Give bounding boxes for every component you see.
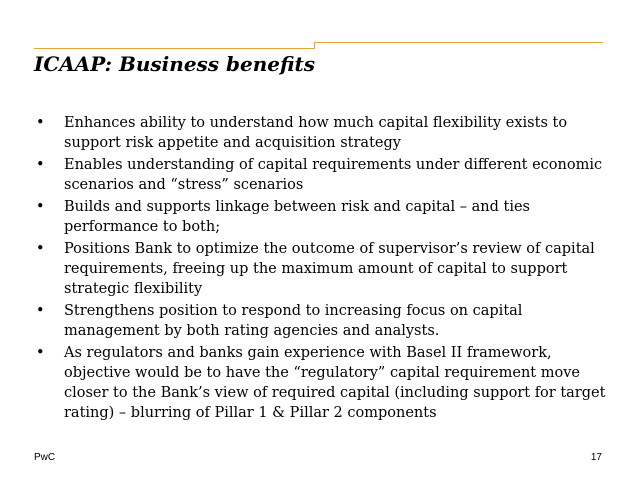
header-rule-step: [314, 42, 315, 49]
bullet-icon: •: [36, 345, 45, 361]
bullet-item: [36, 113, 606, 153]
header-rule-right: [314, 42, 603, 43]
bullet-icon: •: [36, 199, 45, 215]
header-rule-left: [34, 48, 314, 49]
bullet-text: Builds and supports linkage between risk and capital – and ties performance to both;: [64, 199, 530, 235]
bullet-text: As regulators and banks gain experience with Basel II framework, objective would be to have the “regulatory” capital requirement move closer to the Bank’s view of required capital (including support for target rating) – blurring of Pillar 1 & Pillar 2 components: [64, 345, 606, 421]
bullet-item: [36, 343, 606, 423]
footer-brand: PwC: [34, 452, 56, 463]
bullet-item: [36, 301, 606, 341]
bullet-icon: •: [36, 241, 45, 257]
bullet-item: [36, 239, 606, 299]
bullet-item: [36, 197, 606, 237]
bullet-icon: •: [36, 303, 45, 319]
bullet-icon: •: [36, 157, 45, 173]
page-number: 17: [590, 452, 602, 463]
slide-title: ICAAP: Business benefits: [34, 52, 316, 76]
bullet-list: [36, 113, 606, 425]
bullet-text: Enhances ability to understand how much capital flexibility exists to support risk appetite and acquisition strategy: [64, 115, 568, 151]
bullet-text: Strengthens position to respond to increasing focus on capital management by both rating agencies and analysts.: [64, 303, 523, 339]
bullet-item: [36, 155, 606, 195]
bullet-icon: •: [36, 115, 45, 131]
bullet-text: Positions Bank to optimize the outcome of supervisor’s review of capital requirements, freeing up the maximum amount of capital to support strategic flexibility: [64, 241, 595, 297]
bullet-text: Enables understanding of capital requirements under different economic scenarios and “stress” scenarios: [64, 157, 603, 193]
